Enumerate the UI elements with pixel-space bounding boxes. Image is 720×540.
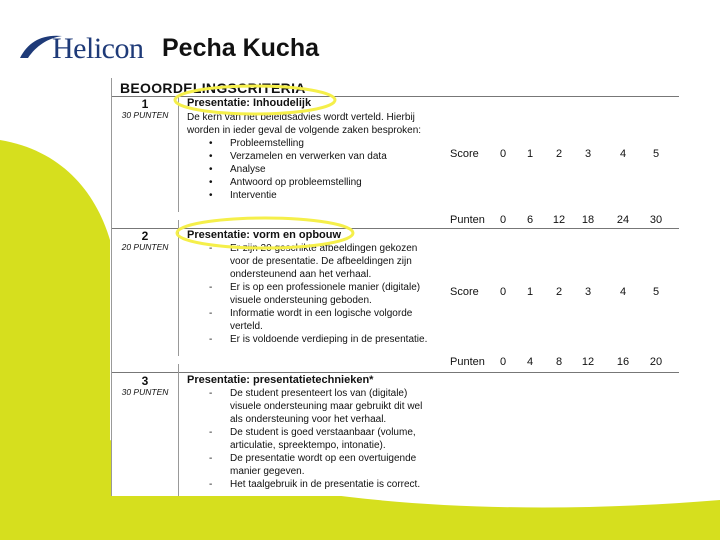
criterion-body	[187, 387, 437, 491]
punten-value: 4	[526, 356, 534, 368]
criteria-document	[111, 78, 679, 496]
bullet-marker: -	[209, 453, 213, 464]
bullet-marker: -	[209, 243, 213, 254]
score-value: 1	[526, 286, 534, 298]
logo-text: Helicon	[52, 32, 144, 65]
criterion-title: Presentatie: presentatietechnieken*	[187, 374, 374, 386]
criterion-number: 1	[141, 97, 149, 111]
criterion-number: 2	[141, 229, 149, 243]
list-item-text: Er is op een professionele manier (digitale) visuele ondersteuning geboden.	[230, 282, 421, 306]
list-item-text: Interventie	[230, 190, 277, 201]
criterion-points: 30 PUNTEN	[121, 387, 169, 397]
criterion-title: Presentatie: vorm en opbouw	[187, 229, 342, 241]
score-value: 2	[555, 148, 563, 160]
page-title: Pecha Kucha	[162, 33, 320, 62]
bullet-marker: •	[209, 164, 213, 175]
criterion-body	[187, 111, 437, 202]
punten-value: 16	[616, 356, 630, 368]
criterion-title: Presentatie: Inhoudelijk	[187, 97, 312, 109]
list-item-text: Verzamelen en verwerken van data	[230, 151, 387, 162]
criterion-list	[187, 137, 437, 202]
score-value: 5	[652, 286, 660, 298]
list-item-text: Er zijn 20 geschikte afbeeldingen gekozen voor de presentatie. De afbeeldingen zijn ondersteunend aan het verhaal.	[230, 243, 418, 280]
gap-band	[178, 356, 679, 364]
highlight-ellipse	[170, 214, 360, 252]
punten-value: 0	[499, 356, 507, 368]
list-item-text: Informatie wordt in een logische volgorde verteld.	[230, 308, 413, 332]
score-label: Score	[450, 148, 479, 160]
list-item	[187, 333, 437, 346]
criterion-body	[187, 242, 437, 346]
bullet-marker: •	[209, 190, 213, 201]
list-item-text: Analyse	[230, 164, 266, 175]
bullet-marker: -	[209, 308, 213, 319]
list-item	[187, 189, 437, 202]
punten-value: 0	[499, 214, 507, 226]
list-item	[187, 137, 437, 150]
list-item-text: De student is goed verstaanbaar (volume, articulatie, spreektempo, intonatie).	[230, 427, 416, 451]
list-item	[187, 163, 437, 176]
punten-value: 30	[649, 214, 663, 226]
list-item	[187, 426, 437, 452]
list-item	[187, 176, 437, 189]
score-value: 1	[526, 148, 534, 160]
score-value: 5	[652, 148, 660, 160]
score-value: 3	[584, 286, 592, 298]
criterion-intro: De kern van het beleidsadvies wordt verteld. Hierbij worden in ieder geval de volgende zaken besproken:	[187, 112, 422, 136]
punten-label: Punten	[450, 214, 485, 226]
punten-label: Punten	[450, 356, 485, 368]
score-label: Score	[450, 286, 479, 298]
criterion-list	[187, 387, 437, 491]
criterion-points: 30 PUNTEN	[121, 110, 169, 120]
criterion-list	[187, 242, 437, 346]
criterion-number: 3	[141, 374, 149, 388]
bullet-marker: •	[209, 151, 213, 162]
list-item	[187, 452, 437, 478]
score-value: 0	[499, 286, 507, 298]
bullet-marker: •	[209, 138, 213, 149]
bullet-marker: -	[209, 334, 213, 345]
list-item-text: Probleemstelling	[230, 138, 304, 149]
list-item-text: Het taalgebruik in de presentatie is correct.	[230, 479, 421, 490]
punten-value: 6	[526, 214, 534, 226]
punten-value: 24	[616, 214, 630, 226]
divider	[112, 372, 679, 373]
list-item-text: Antwoord op probleemstelling	[230, 177, 362, 188]
punten-value: 20	[649, 356, 663, 368]
punten-value: 18	[581, 214, 595, 226]
list-item	[187, 387, 437, 426]
list-item-text: De student presenteert los van (digitale) visuele ondersteuning maar gebruikt dit wel als ondersteuning voor het verhaal.	[230, 388, 423, 425]
bullet-marker: -	[209, 427, 213, 438]
bullet-marker: -	[209, 388, 213, 399]
highlight-ellipse	[170, 82, 340, 118]
score-value: 3	[584, 148, 592, 160]
score-value: 4	[619, 148, 627, 160]
criterion-points: 20 PUNTEN	[121, 242, 169, 252]
helicon-logo	[18, 28, 142, 68]
list-item	[187, 150, 437, 163]
punten-value: 12	[552, 214, 566, 226]
score-value: 4	[619, 286, 627, 298]
score-value: 2	[555, 286, 563, 298]
bullet-marker: -	[209, 479, 213, 490]
punten-value: 8	[555, 356, 563, 368]
list-item-text: Er is voldoende verdieping in de presentatie.	[230, 334, 428, 345]
list-item	[187, 281, 437, 307]
bullet-marker: -	[209, 282, 213, 293]
header	[18, 28, 319, 68]
divider	[178, 96, 179, 496]
list-item	[187, 478, 437, 491]
punten-value: 12	[581, 356, 595, 368]
document-heading: BEOORDELINGSCRITERIA	[120, 80, 306, 96]
bullet-marker: •	[209, 177, 213, 188]
score-value: 0	[499, 148, 507, 160]
list-item-text: De presentatie wordt op een overtuigende manier gegeven.	[230, 453, 417, 477]
list-item	[187, 307, 437, 333]
